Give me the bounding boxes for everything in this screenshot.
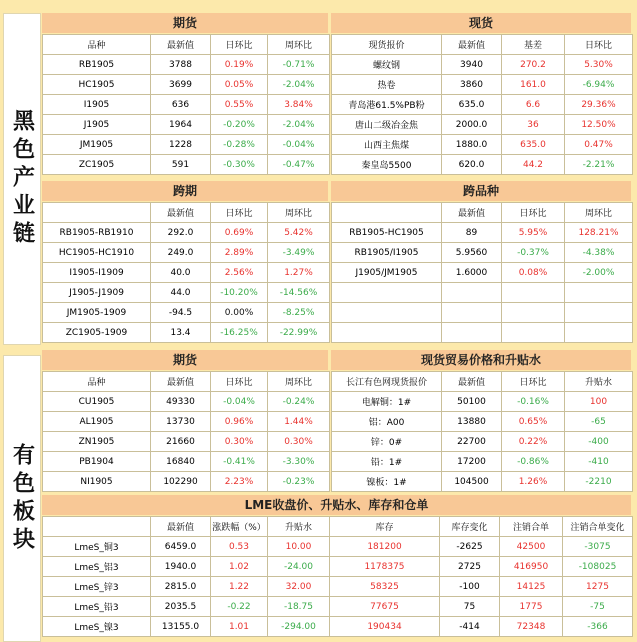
column-header: 品种 xyxy=(43,35,151,55)
table-row xyxy=(332,55,633,75)
cell: 锌：0# xyxy=(332,432,442,452)
cross-table xyxy=(331,202,633,343)
table-row xyxy=(332,412,633,432)
cell: 5.42% xyxy=(268,223,330,243)
table-row xyxy=(43,452,330,472)
cell: -75 xyxy=(563,597,633,617)
cell: 1880.0 xyxy=(442,135,502,155)
cell: 秦皇岛5500 xyxy=(332,155,442,175)
cell: -94.5 xyxy=(151,303,211,323)
nf-futures-table xyxy=(42,371,330,492)
cell: CU1905 xyxy=(43,392,151,412)
cell: 42500 xyxy=(500,537,563,557)
table-row xyxy=(332,75,633,95)
cell: 1.6000 xyxy=(442,263,502,283)
cell: -2.04% xyxy=(268,115,330,135)
cell: -24.00 xyxy=(268,557,330,577)
cell: 5.95% xyxy=(502,223,565,243)
table-row xyxy=(43,223,330,243)
cell: 1228 xyxy=(151,135,211,155)
cell: 0.55% xyxy=(211,95,268,115)
cell: 3699 xyxy=(151,75,211,95)
futures-table xyxy=(42,34,330,175)
cell: 6.6 xyxy=(502,95,565,115)
cell: -0.24% xyxy=(268,392,330,412)
table-row xyxy=(332,155,633,175)
cell: RB1905-HC1905 xyxy=(332,223,442,243)
cell: 270.2 xyxy=(502,55,565,75)
table-header-row xyxy=(332,372,633,392)
cell: 1.26% xyxy=(502,472,565,492)
cell: 0.05% xyxy=(211,75,268,95)
nf-spot-table xyxy=(331,371,633,492)
cell: 0.30% xyxy=(268,432,330,452)
cell: -410 xyxy=(565,452,633,472)
cell: 635.0 xyxy=(502,135,565,155)
table-row xyxy=(43,263,330,283)
cell: J1905-J1909 xyxy=(43,283,151,303)
cell: 3.84% xyxy=(268,95,330,115)
cell: 620.0 xyxy=(442,155,502,175)
cell: J1905/JM1905 xyxy=(332,263,442,283)
table-row xyxy=(43,55,330,75)
table-row xyxy=(43,597,633,617)
cell: 5.9560 xyxy=(442,243,502,263)
section-label-nonferrous xyxy=(3,355,41,642)
table-header-row xyxy=(332,203,633,223)
cell: LmeS_铝3 xyxy=(43,557,151,577)
cell: 3860 xyxy=(442,75,502,95)
cell: -0.04% xyxy=(211,392,268,412)
column-header xyxy=(43,203,151,223)
cell xyxy=(332,283,442,303)
cell: 77675 xyxy=(330,597,440,617)
cell: 75 xyxy=(440,597,500,617)
cell: NI1905 xyxy=(43,472,151,492)
table-row xyxy=(43,472,330,492)
column-header: 周环比 xyxy=(268,35,330,55)
column-header: 现货报价 xyxy=(332,35,442,55)
cell: -3.30% xyxy=(268,452,330,472)
cell: 49330 xyxy=(151,392,211,412)
cell: 2.89% xyxy=(211,243,268,263)
futures-title: 期货 xyxy=(42,13,328,33)
table-row xyxy=(332,223,633,243)
cell: 40.0 xyxy=(151,263,211,283)
cell xyxy=(565,323,633,343)
cell: JM1905 xyxy=(43,135,151,155)
cell: LmeS_铅3 xyxy=(43,597,151,617)
table-row xyxy=(43,155,330,175)
cell: J1905 xyxy=(43,115,151,135)
cell: ZC1905 xyxy=(43,155,151,175)
lme-title: LME收盘价、升贴水、库存和仓单 xyxy=(42,495,631,515)
cell: 161.0 xyxy=(502,75,565,95)
section-label-ferrous xyxy=(3,13,41,345)
table-row xyxy=(332,303,633,323)
column-header: 升贴水 xyxy=(565,372,633,392)
cell: 1775 xyxy=(500,597,563,617)
cell: 唐山二级冶金焦 xyxy=(332,115,442,135)
nonferrous-label-text: 有色板块 xyxy=(9,442,35,555)
table-header-row xyxy=(43,35,330,55)
cell: -0.30% xyxy=(211,155,268,175)
column-header: 最新值 xyxy=(442,35,502,55)
table-row xyxy=(332,263,633,283)
column-header: 日环比 xyxy=(502,203,565,223)
cell: 青岛港61.5%PB粉 xyxy=(332,95,442,115)
cell xyxy=(442,303,502,323)
cell: 3940 xyxy=(442,55,502,75)
cell: -22.99% xyxy=(268,323,330,343)
table-row xyxy=(43,577,633,597)
cell: 249.0 xyxy=(151,243,211,263)
cell: 13.4 xyxy=(151,323,211,343)
cell: 山西主焦煤 xyxy=(332,135,442,155)
table-row xyxy=(332,392,633,412)
table-row xyxy=(43,537,633,557)
cell: 21660 xyxy=(151,432,211,452)
cell: -2.21% xyxy=(565,155,633,175)
cell: 13880 xyxy=(442,412,502,432)
cell: RB1905 xyxy=(43,55,151,75)
column-header: 最新值 xyxy=(442,372,502,392)
cell: I1905 xyxy=(43,95,151,115)
cell: -0.71% xyxy=(268,55,330,75)
nf-spot-title: 现货贸易价格和升贴水 xyxy=(331,350,631,370)
cell: 591 xyxy=(151,155,211,175)
cell: -0.22 xyxy=(211,597,268,617)
cell: 636 xyxy=(151,95,211,115)
table-row xyxy=(43,432,330,452)
column-header: 日环比 xyxy=(211,372,268,392)
cell: -0.28% xyxy=(211,135,268,155)
column-header: 涨跌幅（%） xyxy=(211,517,268,537)
cell: 29.36% xyxy=(565,95,633,115)
column-header: 库存变化 xyxy=(440,517,500,537)
cell: 50100 xyxy=(442,392,502,412)
cell: 22700 xyxy=(442,432,502,452)
cell: 416950 xyxy=(500,557,563,577)
column-header: 基差 xyxy=(502,35,565,55)
cell: -0.47% xyxy=(268,155,330,175)
column-header: 周环比 xyxy=(268,372,330,392)
cell: -18.75 xyxy=(268,597,330,617)
table-row xyxy=(332,243,633,263)
cell: -6.94% xyxy=(565,75,633,95)
table-row xyxy=(43,243,330,263)
cell: 铝：A00 xyxy=(332,412,442,432)
cell: 0.96% xyxy=(211,412,268,432)
column-header: 周环比 xyxy=(565,203,633,223)
cell: 17200 xyxy=(442,452,502,472)
cell: 1178375 xyxy=(330,557,440,577)
cell: -2.00% xyxy=(565,263,633,283)
cell: -16.25% xyxy=(211,323,268,343)
cell: 10.00 xyxy=(268,537,330,557)
cell: 635.0 xyxy=(442,95,502,115)
table-row xyxy=(43,392,330,412)
cell: 1.44% xyxy=(268,412,330,432)
cell: RB1905-RB1910 xyxy=(43,223,151,243)
cell: 36 xyxy=(502,115,565,135)
column-header: 最新值 xyxy=(151,35,211,55)
cell: 2000.0 xyxy=(442,115,502,135)
cell xyxy=(502,303,565,323)
cell: 0.69% xyxy=(211,223,268,243)
cell: 44.2 xyxy=(502,155,565,175)
cell: 0.65% xyxy=(502,412,565,432)
column-header: 注销合单 xyxy=(500,517,563,537)
cell: 181200 xyxy=(330,537,440,557)
cell: 16840 xyxy=(151,452,211,472)
cell: 镍板：1# xyxy=(332,472,442,492)
cell: -14.56% xyxy=(268,283,330,303)
spot-table xyxy=(331,34,633,175)
spread-table xyxy=(42,202,330,343)
cell: -65 xyxy=(565,412,633,432)
nf-futures-title: 期货 xyxy=(42,350,328,370)
cell: -0.37% xyxy=(502,243,565,263)
cell: 89 xyxy=(442,223,502,243)
cell xyxy=(565,283,633,303)
cell: -366 xyxy=(563,617,633,637)
column-header: 日环比 xyxy=(502,372,565,392)
cell: 2.56% xyxy=(211,263,268,283)
table-row xyxy=(43,283,330,303)
cell: -8.25% xyxy=(268,303,330,323)
cell: 1.01 xyxy=(211,617,268,637)
cell: 13155.0 xyxy=(151,617,211,637)
cell xyxy=(502,283,565,303)
cell: -2625 xyxy=(440,537,500,557)
cell: 0.19% xyxy=(211,55,268,75)
cell: 0.08% xyxy=(502,263,565,283)
cell: 1964 xyxy=(151,115,211,135)
cell: -294.00 xyxy=(268,617,330,637)
cell: -2210 xyxy=(565,472,633,492)
cell: PB1904 xyxy=(43,452,151,472)
cell: 72348 xyxy=(500,617,563,637)
cell: 13730 xyxy=(151,412,211,432)
column-header: 最新值 xyxy=(151,203,211,223)
cell: 0.47% xyxy=(565,135,633,155)
column-header: 库存 xyxy=(330,517,440,537)
column-header: 日环比 xyxy=(211,203,268,223)
column-header: 品种 xyxy=(43,372,151,392)
cell: -100 xyxy=(440,577,500,597)
cell: HC1905-HC1910 xyxy=(43,243,151,263)
cell: 铅：1# xyxy=(332,452,442,472)
cell: 100 xyxy=(565,392,633,412)
cell: 0.00% xyxy=(211,303,268,323)
table-row xyxy=(43,557,633,577)
table-row xyxy=(332,115,633,135)
table-row xyxy=(43,135,330,155)
spot-title: 现货 xyxy=(331,13,631,33)
column-header: 最新值 xyxy=(442,203,502,223)
cell: LmeS_镍3 xyxy=(43,617,151,637)
cell xyxy=(442,323,502,343)
cell: 2725 xyxy=(440,557,500,577)
cross-title: 跨品种 xyxy=(331,181,631,201)
cell: 0.53 xyxy=(211,537,268,557)
table-row xyxy=(332,452,633,472)
cell: 14125 xyxy=(500,577,563,597)
cell: 0.22% xyxy=(502,432,565,452)
cell: 104500 xyxy=(442,472,502,492)
lme-table xyxy=(42,516,633,637)
cell: 292.0 xyxy=(151,223,211,243)
cell: JM1905-1909 xyxy=(43,303,151,323)
cell: 电解铜：1# xyxy=(332,392,442,412)
cell xyxy=(442,283,502,303)
cell: 5.30% xyxy=(565,55,633,75)
cell: -0.41% xyxy=(211,452,268,472)
table-row xyxy=(43,75,330,95)
table-row xyxy=(43,323,330,343)
cell: 1.22 xyxy=(211,577,268,597)
ferrous-label-text: 黑色产业链 xyxy=(9,109,35,249)
table-header-row xyxy=(332,35,633,55)
table-row xyxy=(43,412,330,432)
cell: -2.04% xyxy=(268,75,330,95)
cell: -3.49% xyxy=(268,243,330,263)
cell: -10.20% xyxy=(211,283,268,303)
cell: -414 xyxy=(440,617,500,637)
cell xyxy=(565,303,633,323)
cell: 1.27% xyxy=(268,263,330,283)
cell: -108025 xyxy=(563,557,633,577)
cell: 12.50% xyxy=(565,115,633,135)
cell xyxy=(332,323,442,343)
column-header: 升贴水 xyxy=(268,517,330,537)
table-row xyxy=(332,323,633,343)
cell: 1.02 xyxy=(211,557,268,577)
column-header xyxy=(43,517,151,537)
cell: 2815.0 xyxy=(151,577,211,597)
cell: -4.38% xyxy=(565,243,633,263)
cell: 2035.5 xyxy=(151,597,211,617)
column-header: 注销合单变化 xyxy=(563,517,633,537)
table-row xyxy=(332,135,633,155)
cell: 螺纹钢 xyxy=(332,55,442,75)
spread-title: 跨期 xyxy=(42,181,328,201)
column-header: 长江有色网现货报价 xyxy=(332,372,442,392)
cell: -0.86% xyxy=(502,452,565,472)
cell: 128.21% xyxy=(565,223,633,243)
cell: RB1905/I1905 xyxy=(332,243,442,263)
cell: ZN1905 xyxy=(43,432,151,452)
cell: -400 xyxy=(565,432,633,452)
table-row xyxy=(332,95,633,115)
table-header-row xyxy=(43,372,330,392)
cell: 3788 xyxy=(151,55,211,75)
column-header: 最新值 xyxy=(151,517,211,537)
cell: 1940.0 xyxy=(151,557,211,577)
cell: -0.04% xyxy=(268,135,330,155)
cell: 6459.0 xyxy=(151,537,211,557)
cell: HC1905 xyxy=(43,75,151,95)
cell: AL1905 xyxy=(43,412,151,432)
table-row xyxy=(43,115,330,135)
table-row xyxy=(332,283,633,303)
table-row xyxy=(43,303,330,323)
column-header: 日环比 xyxy=(565,35,633,55)
column-header xyxy=(332,203,442,223)
cell xyxy=(332,303,442,323)
cell: 2.23% xyxy=(211,472,268,492)
cell: -0.20% xyxy=(211,115,268,135)
cell: 58325 xyxy=(330,577,440,597)
cell: I1905-I1909 xyxy=(43,263,151,283)
cell: 1275 xyxy=(563,577,633,597)
table-row xyxy=(332,432,633,452)
cell: LmeS_锌3 xyxy=(43,577,151,597)
cell: ZC1905-1909 xyxy=(43,323,151,343)
table-row xyxy=(332,472,633,492)
cell: -0.23% xyxy=(268,472,330,492)
cell: -3075 xyxy=(563,537,633,557)
table-header-row xyxy=(43,203,330,223)
column-header: 日环比 xyxy=(211,35,268,55)
column-header: 周环比 xyxy=(268,203,330,223)
cell: 44.0 xyxy=(151,283,211,303)
cell: 102290 xyxy=(151,472,211,492)
table-row xyxy=(43,617,633,637)
cell: -0.16% xyxy=(502,392,565,412)
cell: 0.30% xyxy=(211,432,268,452)
cell xyxy=(502,323,565,343)
cell: 32.00 xyxy=(268,577,330,597)
table-header-row xyxy=(43,517,633,537)
cell: LmeS_铜3 xyxy=(43,537,151,557)
cell: 热卷 xyxy=(332,75,442,95)
cell: 190434 xyxy=(330,617,440,637)
column-header: 最新值 xyxy=(151,372,211,392)
table-row xyxy=(43,95,330,115)
